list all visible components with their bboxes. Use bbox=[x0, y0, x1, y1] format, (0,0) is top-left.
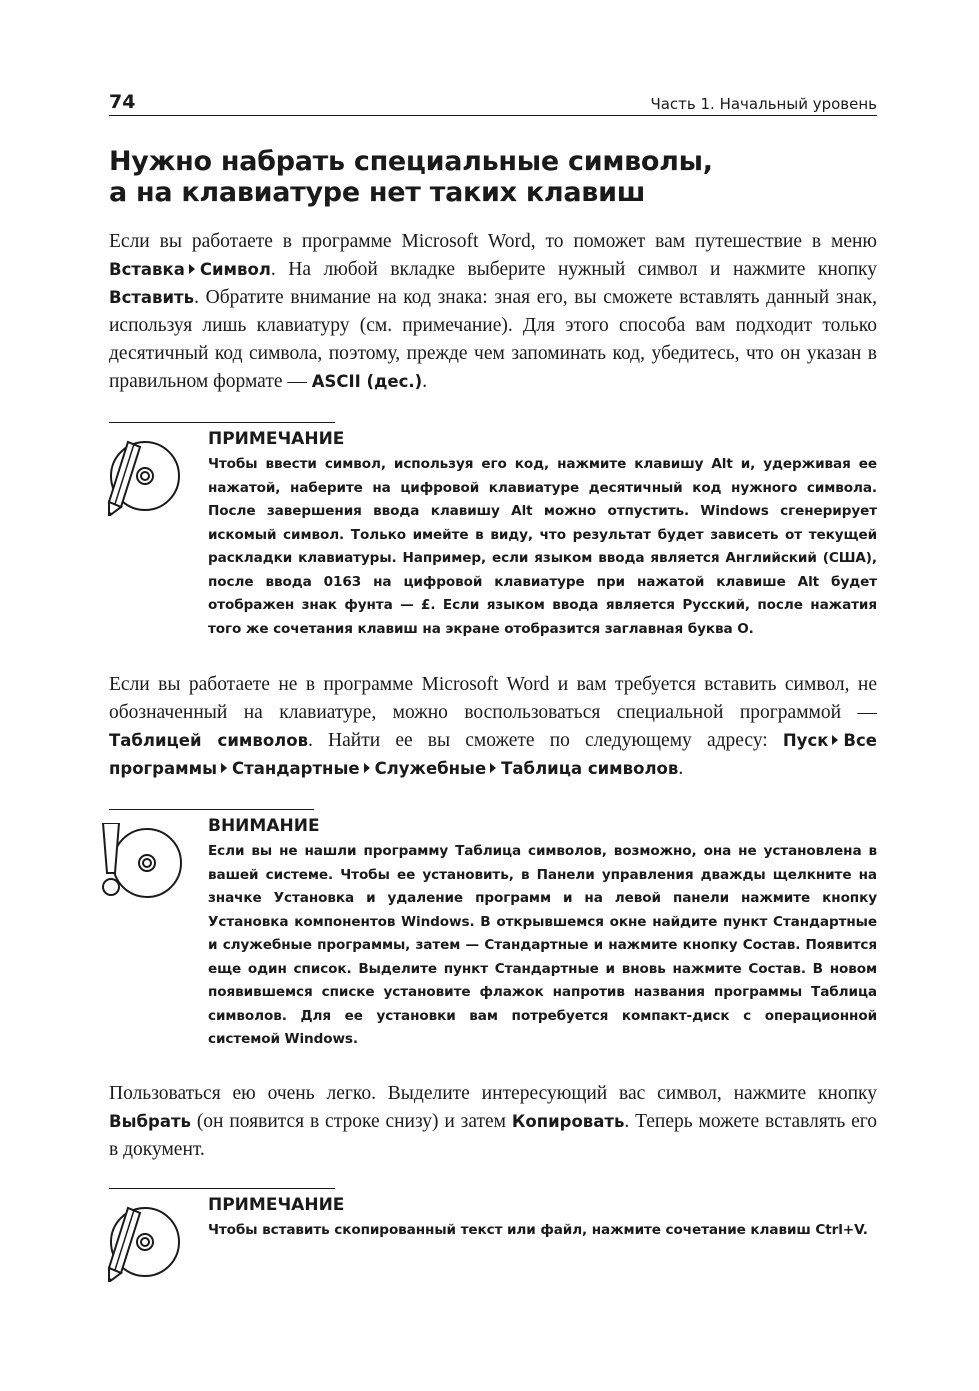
para3-text-1: Пользоваться ею очень легко. Выделите интересующий вас символ, нажмите кнопку bbox=[109, 1082, 877, 1104]
menu-arrow-icon bbox=[364, 763, 370, 773]
paragraph-3 bbox=[109, 1080, 877, 1164]
menu-insert: Вставка bbox=[109, 260, 185, 279]
note-label: ПРИМЕЧАНИЕ bbox=[208, 1194, 345, 1215]
heading-line-2: а на клавиатуре нет таких клавиш bbox=[109, 177, 646, 208]
callout-rule bbox=[109, 422, 335, 423]
note-text: Чтобы ввести символ, используя его код, нажмите клавишу Alt и, удерживая ее нажатой, наберите на цифровой клавиатуре десятичный код нужного символа. После завершения ввода клавишу Alt можно отпустить. Windows сгенерирует искомый символ. Только имейте в виду, что результат будет зависеть от текущей раскладки клавиатуры. Например, если языком ввода является Английский (США), после ввода 0163 на цифровой клавиатуре при нажатой клавише Alt будет отображен знак фунта — £. Если языком ввода является Русский, после нажатия того же сочетания клавиш на экране отобразится заглавная буква О. bbox=[208, 456, 877, 637]
warning-callout bbox=[109, 809, 877, 1052]
note-callout-2 bbox=[109, 1188, 877, 1243]
callout-rule bbox=[109, 1188, 335, 1189]
para3-text-2: (он появится в строке снизу) и затем bbox=[190, 1110, 512, 1132]
para1-text-4: . bbox=[422, 371, 428, 392]
callout-rule bbox=[109, 809, 314, 810]
menu-symbol: Символ bbox=[199, 260, 271, 279]
para3-text-3: . Теперь можете вставлять его в документ. bbox=[109, 1110, 878, 1160]
warning-label: ВНИМАНИЕ bbox=[208, 816, 320, 836]
button-copy-ref: Копировать bbox=[511, 1111, 625, 1131]
note-text: Чтобы вставить скопированный текст или файл, нажмите сочетание клавиш Ctrl+V. bbox=[208, 1221, 868, 1238]
note-label: ПРИМЕЧАНИЕ bbox=[208, 429, 345, 449]
menu-arrow-icon bbox=[832, 735, 838, 745]
section-heading bbox=[109, 146, 877, 208]
path-system-tools: Служебные bbox=[374, 759, 487, 778]
path-all-programs: Все программы bbox=[109, 731, 877, 778]
pencil-disc-icon bbox=[95, 436, 195, 516]
para2-text-3: . bbox=[678, 758, 684, 779]
button-insert-ref: Вставить bbox=[109, 288, 195, 307]
section-title: Часть 1. Начальный уровень bbox=[650, 95, 877, 113]
heading-line-1: Нужно набрать специальные символы, bbox=[109, 146, 713, 177]
page-number: 74 bbox=[109, 91, 136, 113]
warning-text: Если вы не нашли программу Таблица символов, возможно, она не установлена в вашей системе. Чтобы ее установить, в Панели управления дважды щелкните на значке Установка и удаление программ и на левой панели нажмите кнопку Установка компонентов Windows. В открывшемся окне найдите пункт Стандартные и служебные программы, затем — Стандартные и нажмите кнопку Состав. Появится еще один список. Выделите пункт Стандартные и вновь нажмите Состав. В новом появившемся списке установите флажок напротив названия программы Таблица символов. Для ее установки вам потребуется компакт-диск с операционной системой Windows. bbox=[208, 843, 877, 1047]
running-head bbox=[109, 88, 877, 116]
menu-arrow-icon bbox=[221, 763, 227, 773]
exclamation-disc-icon bbox=[95, 823, 195, 903]
paragraph-1 bbox=[109, 228, 877, 396]
para1-text-3: . Обратите внимание на код знака: зная его, вы сможете вставлять данный знак, используя лишь клавиатуру (см. примечание). Для этого способа вам подходит только десятичный код символа, поэтому, прежде чем запоминать код, убедитесь, что он указан в правильном формате — bbox=[109, 287, 877, 392]
path-character-map: Таблица символов bbox=[501, 759, 679, 778]
path-start: Пуск bbox=[782, 731, 829, 750]
para2-text-1: Если вы работаете не в программе Microsoft Word и вам требуется вставить символ, не обозначенный на клавиатуре, можно воспользоваться специальной программой — bbox=[109, 674, 877, 723]
menu-arrow-icon bbox=[189, 264, 195, 274]
paragraph-2 bbox=[109, 671, 877, 783]
note-callout-1 bbox=[109, 422, 877, 641]
path-accessories: Стандартные bbox=[232, 759, 360, 778]
pencil-disc-icon bbox=[95, 1202, 195, 1282]
para1-text-1: Если вы работаете в программе Microsoft Word, то поможет вам путешествие в меню bbox=[109, 231, 877, 252]
para2-text-2: . Найти ее вы сможете по следующему адресу: bbox=[308, 730, 783, 751]
ascii-format-ref: ASCII (дес.) bbox=[311, 372, 423, 391]
book-page bbox=[109, 88, 877, 1242]
para1-text-2: . На любой вкладке выберите нужный символ и нажмите кнопку bbox=[270, 259, 877, 280]
menu-arrow-icon bbox=[490, 763, 496, 773]
button-select-ref: Выбрать bbox=[109, 1111, 191, 1131]
char-map-ref: Таблицей символов bbox=[109, 731, 309, 750]
